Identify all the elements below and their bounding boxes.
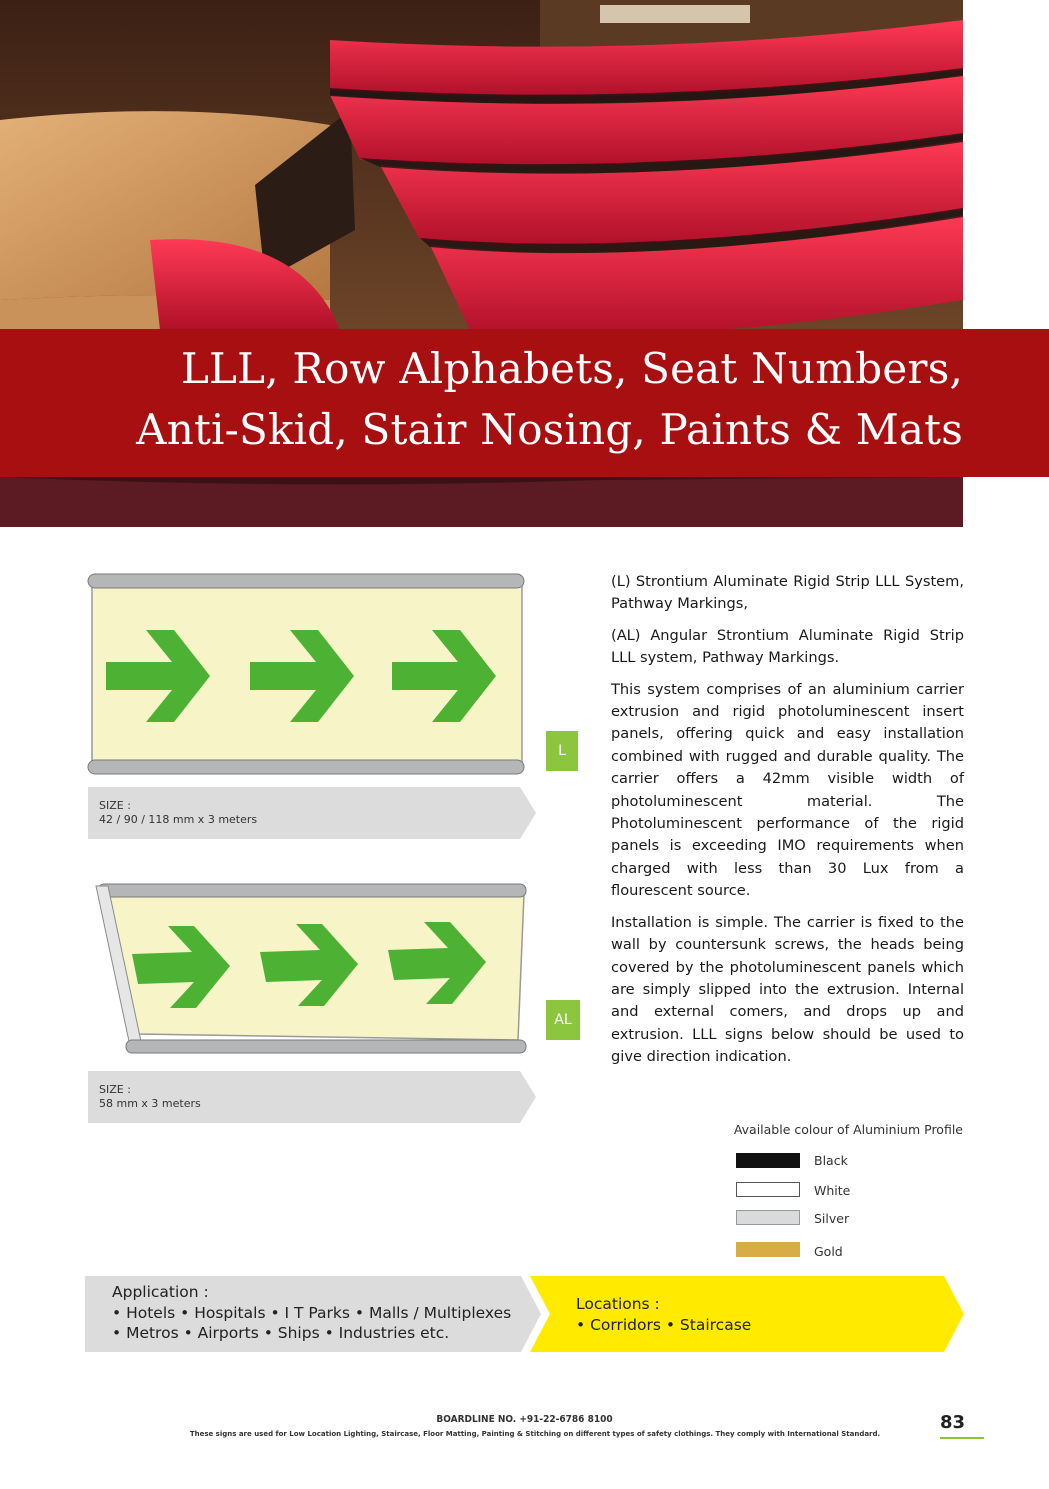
- colour-legend-title: Available colour of Aluminium Profile: [733, 1122, 963, 1137]
- size-value: 58 mm x 3 meters: [99, 1097, 201, 1110]
- tag-al: AL: [546, 1000, 580, 1040]
- boardline-number: BOARDLINE NO. +91-22-6786 8100: [436, 1414, 613, 1425]
- description-paragraph-2: Installation is simple. The carrier is fixed to the wall by countersunk screws, the heads being covered by the photoluminescent panels which are simply slipped into the extrusion. Internal and external comers, and drops up and extrusion. LLL signs below should be used to give direction indication.: [611, 913, 964, 1066]
- swatch-gold: [736, 1242, 800, 1257]
- swatch-label-white: White: [814, 1183, 851, 1198]
- strip-l-diagram: [86, 570, 530, 780]
- application-line-2: • Metros • Airports • Ships • Industries etc.: [112, 1324, 450, 1342]
- size-value: 42 / 90 / 118 mm x 3 meters: [99, 813, 258, 826]
- page-number-underline: [940, 1437, 984, 1439]
- swatch-label-black: Black: [814, 1153, 848, 1168]
- swatch-silver: [736, 1210, 800, 1225]
- size-band-al: [88, 1071, 536, 1123]
- tag-l: L: [546, 731, 578, 771]
- swatch-black: [736, 1153, 800, 1168]
- description-paragraph-1: This system comprises of an aluminium carrier extrusion and rigid photoluminescent insert panels, offering quick and easy installation combined with rugged and durable quality. The carrier offers a 42mm visible width of photoluminescent material. The Photoluminescent performance of the rigid panels is exceeding IMO requirements when charged with less than 30 Lux from a flourescent source.: [611, 680, 964, 900]
- locations-title: Locations :: [576, 1295, 660, 1313]
- heading-al: (AL) Angular Strontium Aluminate Rigid Strip LLL system, Pathway Markings.: [611, 626, 964, 667]
- page-title-line-2: Anti-Skid, Stair Nosing, Paints & Mats: [136, 405, 963, 454]
- application-line-1: • Hotels • Hospitals • I T Parks • Malls / Multiplexes: [112, 1303, 512, 1322]
- swatch-label-silver: Silver: [814, 1211, 850, 1226]
- footer-note: These signs are used for Low Location Lighting, Staircase, Floor Matting, Painting & Stitching on different types of safety clothings. They comply with International Standard.: [189, 1430, 881, 1438]
- description-column: [611, 571, 964, 1078]
- size-label: SIZE :: [99, 799, 131, 812]
- strip-al-diagram: [86, 880, 530, 1060]
- swatch-white: [736, 1182, 800, 1197]
- application-title: Application :: [112, 1283, 209, 1301]
- page-title-line-1: LLL, Row Alphabets, Seat Numbers,: [180, 344, 963, 393]
- locations-band: [530, 1276, 964, 1352]
- size-label: SIZE :: [99, 1083, 131, 1096]
- swatch-label-gold: Gold: [814, 1244, 843, 1259]
- application-band: [85, 1276, 541, 1352]
- locations-line-1: • Corridors • Staircase: [576, 1315, 752, 1334]
- page-number: 83: [940, 1412, 966, 1433]
- heading-l: (L) Strontium Aluminate Rigid Strip LLL System, Pathway Markings,: [611, 573, 964, 613]
- size-band-l: [88, 787, 536, 839]
